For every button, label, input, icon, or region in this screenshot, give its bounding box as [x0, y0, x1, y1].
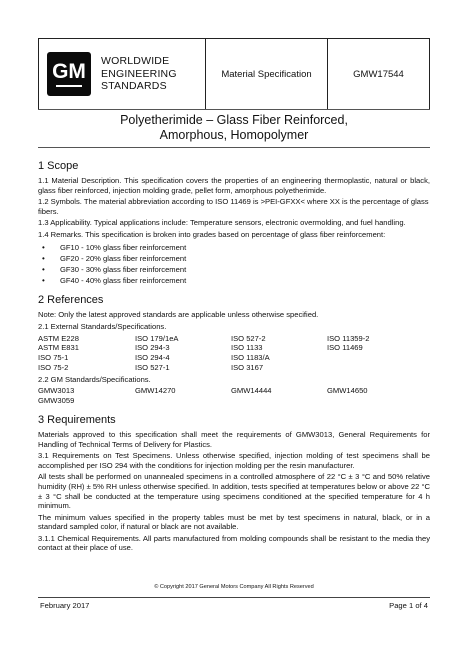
- paragraph: 1.4 Remarks. This specification is broken into grades based on percentage of glass fiber reinforcement:: [38, 229, 386, 239]
- gm-logo-text: GM: [52, 60, 86, 83]
- section-heading: 3 Requirements: [38, 413, 116, 426]
- table-cell: ISO 179/1eA: [135, 333, 179, 343]
- paragraph: 1.3 Applicability. Typical applications include: Temperature sensors, electronic overmolding, and fuel handling.: [38, 218, 406, 228]
- grade-list: [38, 242, 430, 287]
- title-top-rule: [38, 109, 430, 110]
- table-cell: ISO 294-3: [135, 343, 170, 353]
- table-cell: ISO 3167: [231, 362, 264, 372]
- document-number: GMW17544: [327, 39, 429, 109]
- document-title: [38, 113, 430, 143]
- table-cell: ASTM E228: [38, 333, 79, 343]
- table-cell: GMW14270: [135, 386, 176, 396]
- subsection-heading: 2.1 External Standards/Specifications.: [38, 321, 167, 331]
- table-cell: GMW3059: [38, 396, 75, 406]
- table-cell: GMW3013: [38, 386, 75, 396]
- table-cell: GMW14444: [231, 386, 272, 396]
- header-logo-cell: [39, 39, 205, 109]
- table-cell: [327, 363, 430, 373]
- subsection-heading: 2.2 GM Standards/Specifications.: [38, 374, 151, 384]
- copyright-notice: © Copyright 2017 General Motors Company All Rights Reserved: [154, 584, 314, 590]
- paragraph: 1.2 Symbols. The material abbreviation according to ISO 11469 is >PEI-GFXX< where XX is the percentage of glass fibers.: [38, 197, 429, 216]
- paragraph: Materials approved to this specification shall meet the requirements of GMW3013, General Requirements for Handling of Technical Terms of Delivery for Plastics.: [38, 429, 430, 449]
- document-body: [38, 160, 430, 555]
- table-cell: ISO 11469: [327, 343, 363, 353]
- table-cell: GMW14650: [327, 386, 368, 396]
- section-heading: 1 Scope: [38, 160, 79, 172]
- paragraph: All tests shall be performed on unannealed specimens in a controlled atmosphere of 22 °C ± 3 °C and 50% relative humidity (RH) ± 5% RH unless otherwise specified. In addition, tests specified at temperatures below or above 22 °C ± 3 °C shall be conducted at the temperature using specimens conditioned at the specified temperature for 4 h minimum.: [38, 472, 430, 511]
- table-cell: ISO 527-1: [135, 362, 170, 372]
- gm-standards-table: [38, 386, 430, 406]
- list-item: • GF20 - 20% glass fiber reinforcement: [38, 253, 430, 264]
- organization-name: [101, 55, 177, 93]
- table-cell: ISO 527-2: [231, 333, 266, 343]
- title-line: Amorphous, Homopolymer: [159, 128, 309, 142]
- table-cell: ASTM E831: [38, 343, 79, 353]
- table-cell: [231, 396, 327, 406]
- table-cell: ISO 1133: [231, 343, 263, 353]
- table-cell: [135, 396, 231, 406]
- page-number: Page 1 of 4: [389, 601, 428, 610]
- paragraph: 1.1 Material Description. This specification covers the properties of an engineering thermoplastic, natural or black, glass fiber reinforced, injection molding grade, pellet form, amorphous polyetherimide.: [38, 176, 430, 195]
- table-cell: [327, 353, 430, 363]
- table-cell: [327, 396, 430, 406]
- gm-logo-underline: [56, 85, 82, 87]
- table-cell: ISO 1183/A: [231, 353, 270, 363]
- table-cell: ISO 75-2: [38, 362, 69, 372]
- gm-logo: [47, 52, 91, 96]
- organization-line: ENGINEERING: [101, 67, 177, 80]
- title-bottom-rule: [38, 147, 430, 148]
- footer-date: February 2017: [40, 601, 90, 610]
- list-item: • GF30 - 30% glass fiber reinforcement: [38, 264, 430, 275]
- title-line: Polyetherimide – Glass Fiber Reinforced,: [120, 113, 348, 127]
- paragraph: 3.1 Requirements on Test Specimens. Unless otherwise specified, injection molding of test specimens shall be accomplished per ISO 294 with the conditions for injection molding per the resin manufacturer.: [38, 451, 430, 470]
- document-type: Material Specification: [205, 39, 327, 109]
- table-cell: ISO 11359-2: [327, 333, 370, 343]
- list-item: • GF10 - 10% glass fiber reinforcement: [38, 242, 430, 253]
- footer-rule: [38, 597, 430, 598]
- organization-line: STANDARDS: [101, 80, 167, 93]
- organization-line: WORLDWIDE: [101, 55, 170, 68]
- paragraph: Note: Only the latest approved standards are applicable unless otherwise specified.: [38, 310, 319, 320]
- document-header: [38, 38, 430, 110]
- external-standards-table: [38, 334, 430, 373]
- section-heading: 2 References: [38, 294, 104, 307]
- list-item: • GF40 - 40% glass fiber reinforcement: [38, 275, 430, 286]
- table-cell: ISO 294-4: [135, 353, 170, 363]
- table-cell: ISO 75-1: [38, 353, 69, 363]
- paragraph: The minimum values specified in the property tables must be met by test specimens in natural, black, or in a standard sampled color, if natural or black are not available.: [38, 512, 430, 532]
- paragraph: 3.1.1 Chemical Requirements. All parts manufactured from molding compounds shall be resistant to the media they contact at their place of use.: [38, 533, 430, 553]
